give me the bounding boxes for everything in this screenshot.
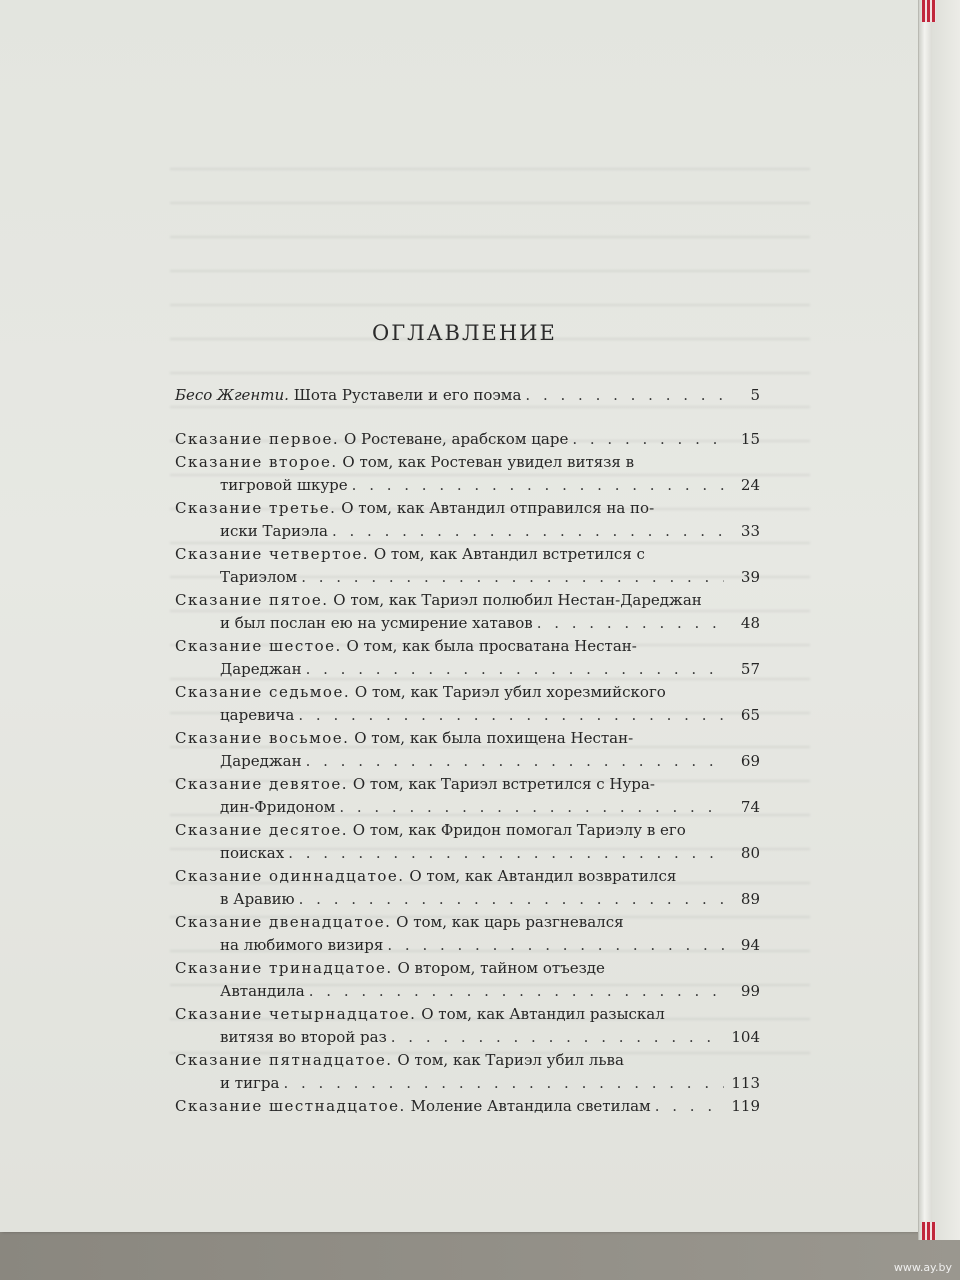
toc-line: [175, 819, 760, 842]
next-page-strip: [932, 0, 960, 1240]
toc-entry-label: Сказание десятое.: [175, 821, 349, 839]
toc-entry-text: [175, 1003, 665, 1026]
headband-top: [922, 0, 936, 22]
toc-entry-text: [175, 681, 666, 704]
toc-line-continuation: [175, 612, 760, 635]
toc-entry-label: Сказание одиннадцатое.: [175, 867, 405, 885]
toc-page-number: 99: [740, 982, 760, 1000]
leader-dots: [521, 384, 724, 407]
toc-page-number: 39: [740, 568, 760, 586]
toc-line-continuation: [175, 474, 760, 497]
toc-entry: [175, 451, 760, 497]
toc-page-number: 113: [731, 1074, 760, 1092]
toc-entry-title: О том, как Автандил отправился на по-: [341, 499, 655, 517]
toc-line: [175, 1049, 760, 1072]
toc-page-number: 74: [740, 798, 760, 816]
toc-entry-text: [175, 1095, 651, 1118]
leader-dots: [279, 1072, 724, 1095]
toc-entry-text: [175, 819, 686, 842]
toc-entry: [175, 681, 760, 727]
toc-entry-label: Сказание пятнадцатое.: [175, 1051, 393, 1069]
toc-line-continuation: [175, 842, 760, 865]
toc-entry-title: О том, как Тариэл убил льва: [397, 1051, 624, 1069]
leader-dots: [305, 980, 724, 1003]
toc-entry-title: О том, как Тариэл полюбил Нестан-Дареджан: [333, 591, 702, 609]
toc-entry-label: Сказание пятое.: [175, 591, 329, 609]
toc-line: [175, 497, 760, 520]
toc-entry-title-continued: тигровой шкуре: [220, 476, 348, 494]
toc-entry: [175, 911, 760, 957]
leader-dots: [335, 796, 724, 819]
leader-dots: [651, 1095, 724, 1118]
toc-entry-title: О том, как Тариэл убил хорезмийского: [354, 683, 666, 701]
toc-entry-title-continued: Тариэлом: [220, 568, 298, 586]
leader-dots: [302, 750, 724, 773]
toc-line: [175, 773, 760, 796]
toc-line-continuation: [175, 888, 760, 911]
toc-entry-text: [175, 865, 676, 888]
toc-heading: ОГЛАВЛЕНИЕ: [372, 321, 557, 345]
toc-entry-label: Сказание двенадцатое.: [175, 913, 392, 931]
toc-entry-title: О том, как Ростеван увидел витязя в: [342, 453, 635, 471]
toc-entry-title: О том, как Автандил разыскал: [421, 1005, 665, 1023]
toc-line: [175, 865, 760, 888]
toc-entry-title-continued: Дареджан: [220, 660, 302, 678]
toc-line: [175, 681, 760, 704]
toc-entry-label: Сказание шестнадцатое.: [175, 1097, 406, 1115]
toc-entry-label: Сказание восьмое.: [175, 729, 350, 747]
toc-entry-text: [175, 589, 702, 612]
toc-page-number: 15: [740, 430, 760, 448]
leader-dots: [284, 842, 724, 865]
toc-page-number: 89: [740, 890, 760, 908]
leader-dots: [302, 658, 724, 681]
toc-entry-title-continued: царевича: [220, 706, 295, 724]
toc-line: [175, 384, 760, 407]
toc-line: [175, 543, 760, 566]
toc-page-number: 69: [740, 752, 760, 770]
toc-entry-label: Сказание седьмое.: [175, 683, 351, 701]
toc-line: [175, 1003, 760, 1026]
leader-dots: [297, 566, 724, 589]
toc-entry: [175, 589, 760, 635]
site-watermark: www.ay.by: [893, 1261, 952, 1274]
toc-page-number: 65: [740, 706, 760, 724]
page-edge: [918, 0, 933, 1240]
toc-entry: [175, 635, 760, 681]
toc-entry: [175, 428, 760, 451]
toc-entry-text: [175, 957, 605, 980]
toc-author: Бесо Жгенти.: [175, 386, 289, 404]
leader-dots: [387, 1026, 724, 1049]
toc-entry-text: [175, 635, 637, 658]
toc-entry: [175, 865, 760, 911]
toc-page-number: 5: [750, 386, 760, 404]
toc-entry-label: Сказание шестое.: [175, 637, 342, 655]
toc-entry-title-continued: иски Тариэла: [220, 522, 328, 540]
toc-line: [175, 635, 760, 658]
toc-entry: [175, 957, 760, 1003]
toc-entry-title: О том, как Автандил возвратился: [409, 867, 677, 885]
toc-line-continuation: [175, 980, 760, 1003]
leader-dots: [328, 520, 724, 543]
toc-page-number: 57: [740, 660, 760, 678]
toc-entry-text: [175, 451, 634, 474]
toc-line: [175, 589, 760, 612]
leader-dots: [294, 704, 724, 727]
leader-dots: [568, 428, 724, 451]
leader-dots: [348, 474, 724, 497]
table-of-contents: [175, 384, 760, 1118]
toc-entry-label: Сказание тринадцатое.: [175, 959, 393, 977]
toc-entry: [175, 773, 760, 819]
toc-entry: [175, 543, 760, 589]
toc-entry-title-continued: в Аравию: [220, 890, 295, 908]
toc-page-number: 119: [731, 1097, 760, 1115]
toc-entry-title-continued: витязя во второй раз: [220, 1028, 387, 1046]
toc-entry-title: О том, как была просватана Нестан-: [346, 637, 637, 655]
toc-line-continuation: [175, 1072, 760, 1095]
toc-entry-title: О том, как Тариэл встретился с Нура-: [352, 775, 655, 793]
toc-entry-label: Сказание третье.: [175, 499, 337, 517]
toc-page-number: 80: [740, 844, 760, 862]
toc-entry-title-continued: и был послан ею на усмирение хатавов: [220, 614, 533, 632]
toc-entry-text: [175, 543, 645, 566]
toc-entry-text: [175, 384, 521, 407]
toc-entry: [175, 727, 760, 773]
toc-page-number: 33: [740, 522, 760, 540]
leader-dots: [295, 888, 724, 911]
toc-line-continuation: [175, 520, 760, 543]
toc-line: [175, 428, 760, 451]
toc-entry-title: О том, как была похищена Нестан-: [354, 729, 634, 747]
toc-page-number: 24: [740, 476, 760, 494]
toc-line: [175, 727, 760, 750]
toc-entry-title: О втором, тайном отъезде: [397, 959, 605, 977]
toc-entry-title: О том, как царь разгневался: [396, 913, 624, 931]
toc-entry-text: [175, 428, 568, 451]
toc-entry: [175, 1049, 760, 1095]
toc-entry: [175, 819, 760, 865]
toc-entry-label: Сказание девятое.: [175, 775, 349, 793]
toc-page-number: 104: [731, 1028, 760, 1046]
toc-entry-label: Сказание первое.: [175, 430, 340, 448]
toc-entry-title-continued: дин-Фридоном: [220, 798, 336, 816]
toc-line-continuation: [175, 1026, 760, 1049]
toc-entry-text: [175, 911, 624, 934]
toc-title: Шота Руставели и его поэма: [293, 386, 522, 404]
toc-entry-title-continued: на любимого визиря: [220, 936, 384, 954]
toc-entry: [175, 1095, 760, 1118]
leader-dots: [533, 612, 724, 635]
toc-entry: [175, 497, 760, 543]
toc-entry-title-continued: Дареджан: [220, 752, 302, 770]
toc-line-continuation: [175, 750, 760, 773]
toc-entry-title-continued: поисках: [220, 844, 285, 862]
headband-bottom: [922, 1222, 936, 1240]
toc-page-number: 94: [740, 936, 760, 954]
toc-entry-label: Сказание второе.: [175, 453, 338, 471]
toc-line-continuation: [175, 566, 760, 589]
toc-entry-text: [175, 773, 655, 796]
toc-entry-intro: [175, 384, 760, 407]
toc-entry-title: Моление Автандила светилам: [410, 1097, 651, 1115]
toc-entry-label: Сказание четвертое.: [175, 545, 370, 563]
toc-entry: [175, 1003, 760, 1049]
leader-dots: [383, 934, 724, 957]
toc-entry-text: [175, 1049, 624, 1072]
toc-entry-text: [175, 497, 654, 520]
toc-page-number: 48: [740, 614, 760, 632]
toc-line: [175, 451, 760, 474]
toc-line: [175, 957, 760, 980]
toc-entry-title-continued: Автандила: [220, 982, 305, 1000]
toc-line: [175, 911, 760, 934]
toc-entry-title: О том, как Автандил встретился с: [373, 545, 645, 563]
toc-entry-title-continued: и тигра: [220, 1074, 280, 1092]
toc-line: [175, 1095, 760, 1118]
toc-line-continuation: [175, 704, 760, 727]
toc-line-continuation: [175, 934, 760, 957]
toc-entry-title: О Ростеване, арабском царе: [343, 430, 569, 448]
toc-entry-text: [175, 727, 633, 750]
toc-entry-label: Сказание четырнадцатое.: [175, 1005, 417, 1023]
toc-line-continuation: [175, 796, 760, 819]
toc-entry-title: О том, как Фридон помогал Тариэлу в его: [352, 821, 686, 839]
toc-line-continuation: [175, 658, 760, 681]
